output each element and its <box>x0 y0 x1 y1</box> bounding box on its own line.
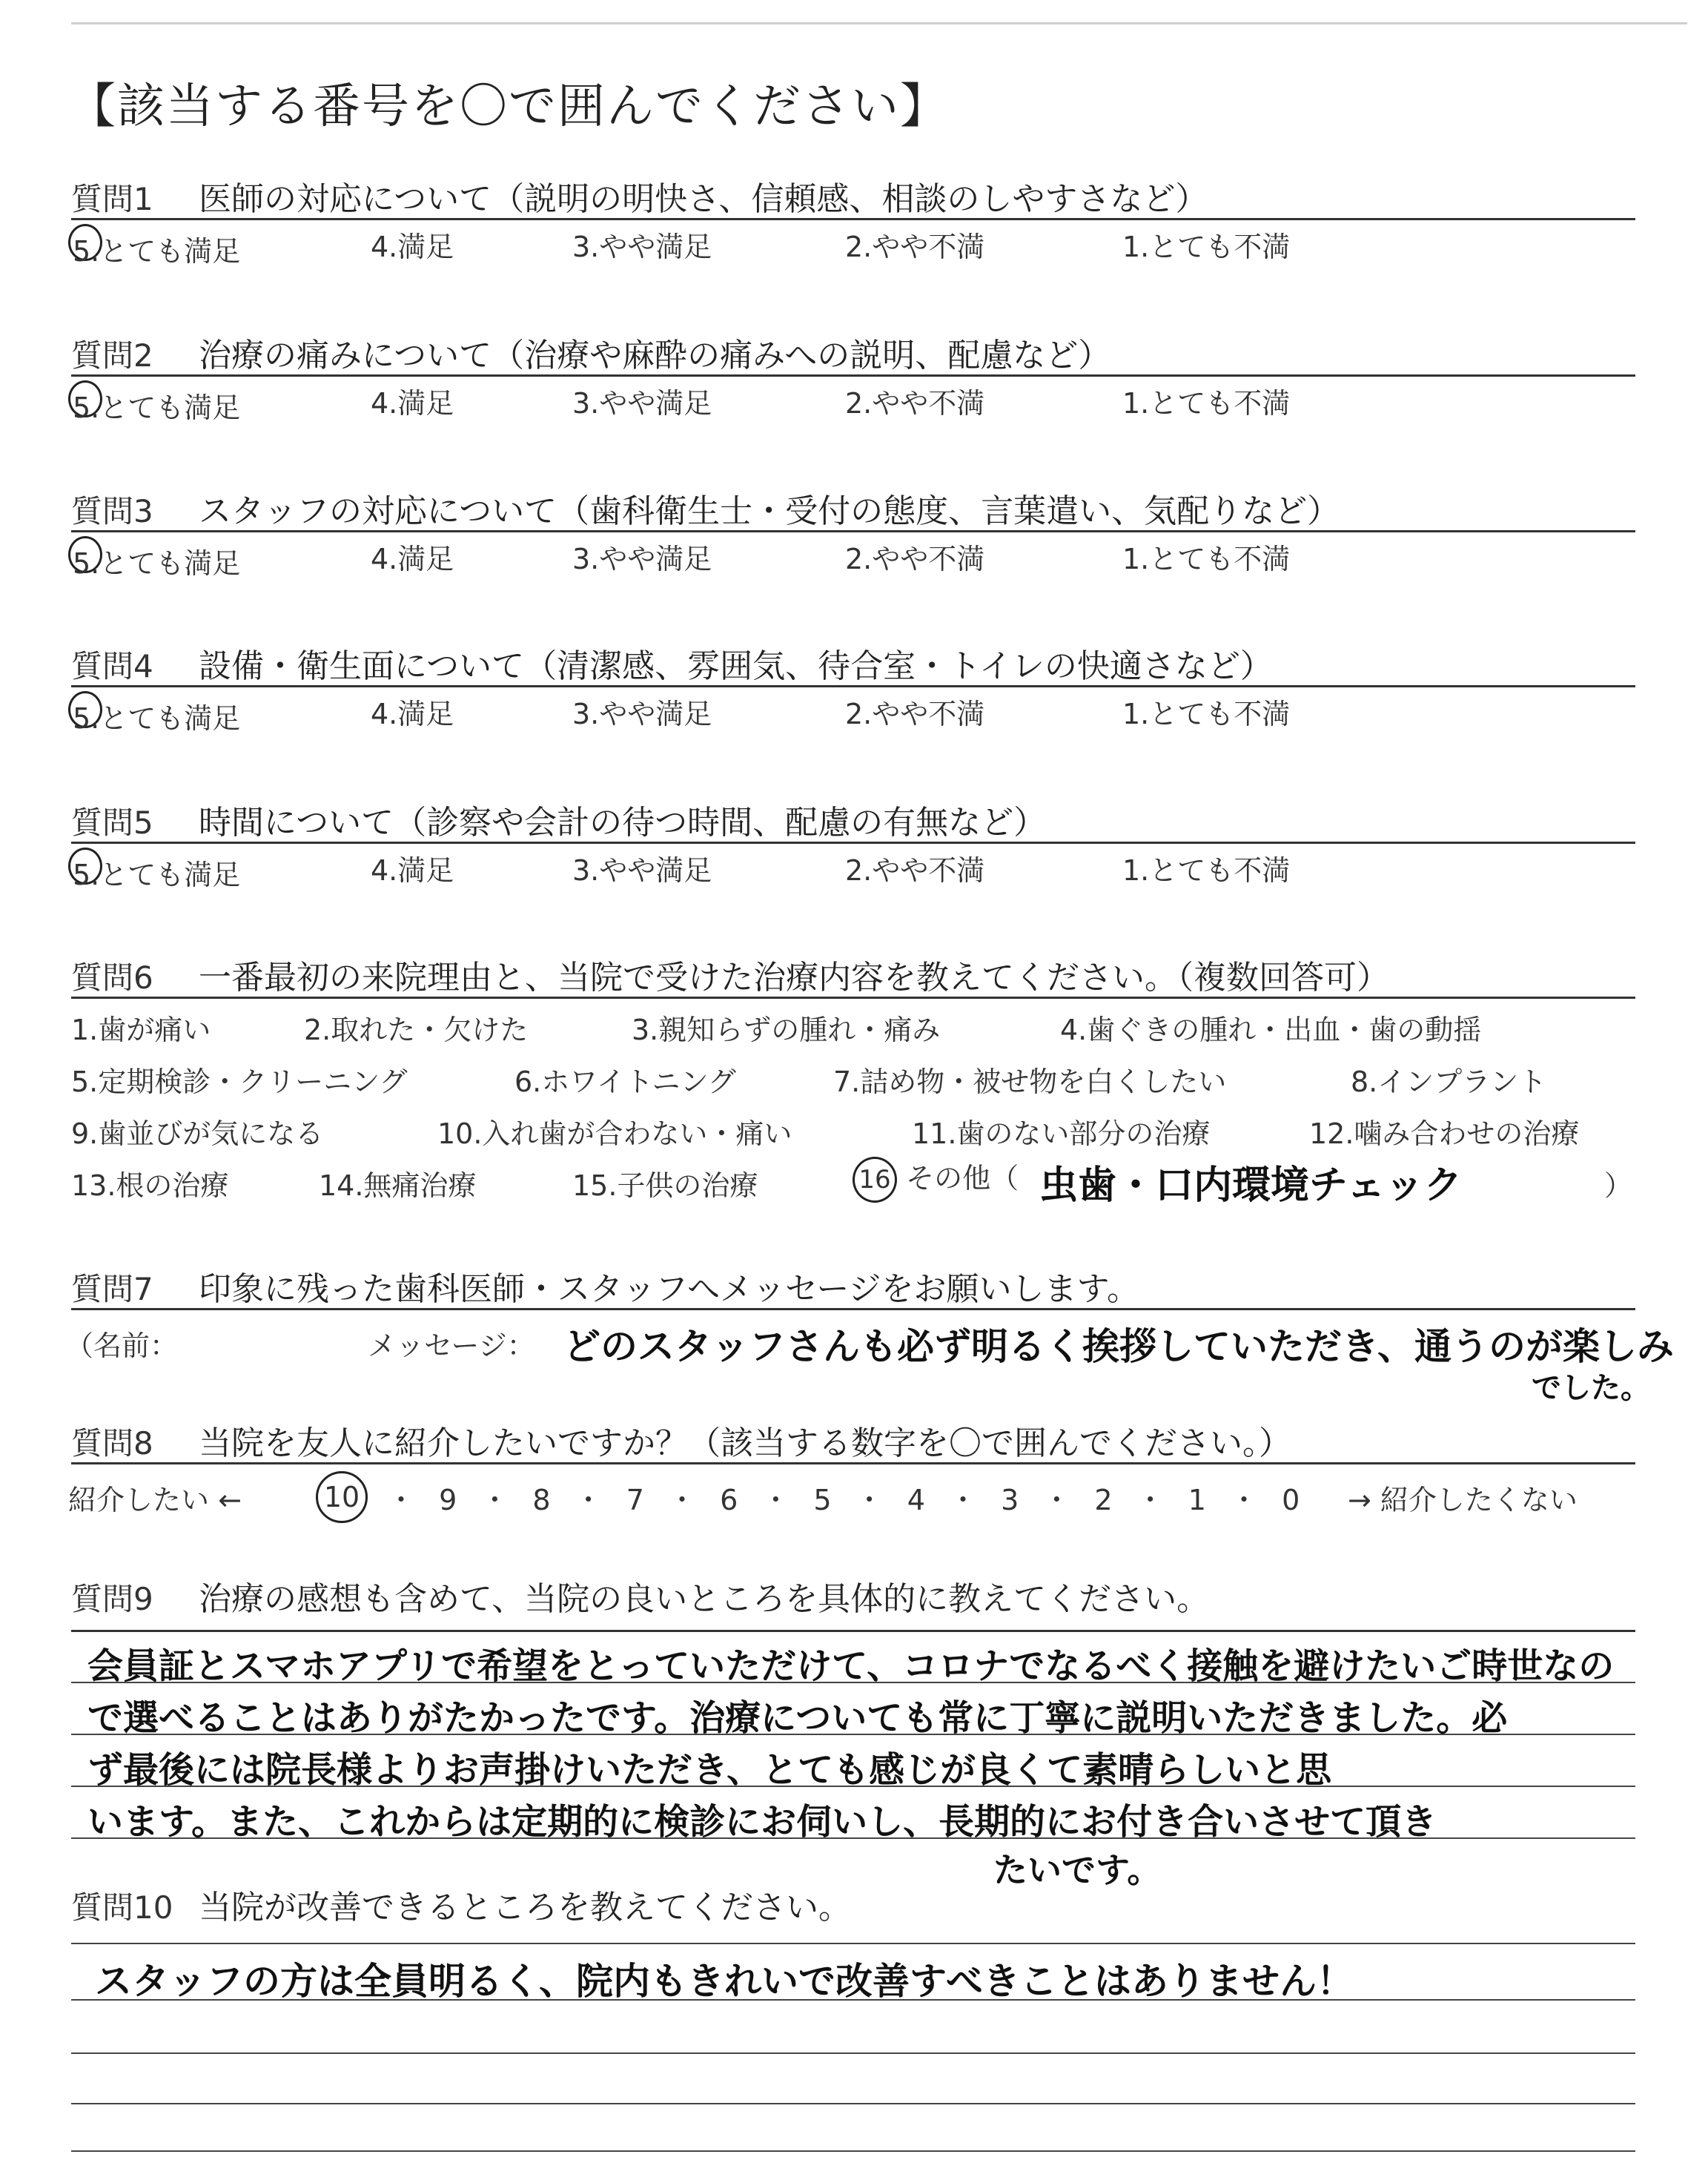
question-number: 質問1 <box>71 181 153 217</box>
question-text: 当院が改善できるところを教えてください。 <box>199 1889 851 1926</box>
question-header <box>71 328 1635 377</box>
question-header <box>71 639 1635 687</box>
answer-line <box>71 2150 1635 2152</box>
option-4[interactable]: 4.満足 <box>371 543 454 575</box>
option-3[interactable]: 3.やや満足 <box>572 698 712 730</box>
other-answer-handwritten: 虫歯・口内環境チェック <box>1039 1163 1463 1208</box>
message-handwritten-line-1: どのスタッフさんも必ず明るく挨拶していただき、通うのが楽しみ <box>563 1325 1674 1368</box>
question-text: 設備・衛生面について（清潔感、雰囲気、待合室・トイレの快適さなど） <box>199 647 1273 685</box>
option-5-selected[interactable]: 5.とても満足 <box>71 691 240 736</box>
option-1[interactable]: 1.とても不満 <box>1122 387 1291 420</box>
option-4[interactable]: 4.満足 <box>371 854 454 887</box>
question-header <box>71 796 1635 844</box>
message-label: メッセージ： <box>368 1330 535 1362</box>
question-text: 治療の感想も含めて、当院の良いところを具体的に教えてください。 <box>199 1580 1210 1618</box>
q9-answer-line-4: います。また、これからは定期的に検診にお伺いし、長期的にお付き合いさせて頂き <box>87 1801 1437 1843</box>
option-1[interactable]: 1.とても不満 <box>1122 543 1291 575</box>
reason-option[interactable]: 4.歯ぐきの腫れ・出血・歯の動揺 <box>1060 1014 1482 1046</box>
recommend-scale-left-label: 紹介したい ← <box>68 1484 242 1516</box>
question-number: 質問9 <box>71 1581 153 1617</box>
message-handwritten-line-2: でした。 <box>1532 1371 1650 1405</box>
selection-circle: 16 <box>853 1157 897 1203</box>
option-3[interactable]: 3.やや満足 <box>572 854 712 887</box>
recommend-scale-values[interactable]: ・ 9 ・ 8 ・ 7 ・ 6 ・ 5 ・ 4 ・ 3 ・ 2 ・ 1 ・ 0 <box>387 1484 1308 1516</box>
question-number: 質問3 <box>71 493 153 529</box>
option-2[interactable]: 2.やや不満 <box>845 854 985 887</box>
option-5-selected[interactable]: 5.とても満足 <box>71 224 240 269</box>
option-5-selected[interactable]: 5.とても満足 <box>71 536 240 581</box>
answer-line <box>71 1630 1635 1632</box>
reason-option[interactable]: 12.噛み合わせの治療 <box>1309 1117 1580 1150</box>
other-label: その他（ <box>906 1162 1019 1195</box>
question-text: 医師の対応について（説明の明快さ、信頼感、相談のしやすさなど） <box>199 180 1208 218</box>
option-2[interactable]: 2.やや不満 <box>845 698 985 730</box>
option-1[interactable]: 1.とても不満 <box>1122 231 1291 263</box>
selection-circle: 10 <box>316 1471 368 1523</box>
option-4[interactable]: 4.満足 <box>371 698 454 730</box>
question-number: 質問7 <box>71 1271 153 1307</box>
other-close-paren: ） <box>1604 1169 1633 1202</box>
question-header <box>71 172 1635 220</box>
option-1[interactable]: 1.とても不満 <box>1122 698 1291 730</box>
reason-option[interactable]: 11.歯のない部分の治療 <box>912 1117 1211 1150</box>
q9-answer-line-5: たいです。 <box>993 1850 1162 1890</box>
option-5-selected[interactable]: 5.とても満足 <box>71 848 240 893</box>
reason-option[interactable]: 10.入れ歯が合わない・痛い <box>437 1117 792 1150</box>
question-header <box>71 1880 1635 1926</box>
page-top-border <box>71 22 1687 24</box>
option-4[interactable]: 4.満足 <box>371 231 454 263</box>
question-header <box>71 1416 1635 1464</box>
option-2[interactable]: 2.やや不満 <box>845 387 985 420</box>
question-number: 質問2 <box>71 337 153 374</box>
option-3[interactable]: 3.やや満足 <box>572 543 712 575</box>
reason-option[interactable]: 13.根の治療 <box>71 1169 229 1202</box>
question-number: 質問10 <box>71 1889 173 1926</box>
recommend-scale-selected[interactable] <box>320 1471 368 1523</box>
q9-answer-line-1: 会員証とスマホアプリで希望をとっていただけて、コロナでなるべく接触を避けたいご時世なの <box>87 1645 1615 1687</box>
reason-option[interactable]: 1.歯が痛い <box>71 1014 211 1046</box>
question-text: 治療の痛みについて（治療や麻酔の痛みへの説明、配慮など） <box>199 337 1111 374</box>
recommend-scale-right-label: → 紹介したくない <box>1348 1484 1578 1516</box>
question-number: 質問8 <box>71 1425 153 1462</box>
question-text: 印象に残った歯科医師・スタッフへメッセージをお願いします。 <box>199 1270 1139 1308</box>
reason-option[interactable]: 5.定期検診・クリーニング <box>71 1066 408 1098</box>
reason-option[interactable]: 6.ホワイトニング <box>514 1066 736 1098</box>
reason-option[interactable]: 8.インプラント <box>1351 1066 1547 1098</box>
q9-answer-line-2: で選べることはありがたかったです。治療についても常に丁寧に説明いただきました。必 <box>87 1697 1508 1739</box>
option-2[interactable]: 2.やや不満 <box>845 231 985 263</box>
reason-option[interactable]: 2.取れた・欠けた <box>304 1014 529 1046</box>
reason-option[interactable]: 7.詰め物・被せ物を白くしたい <box>833 1066 1227 1098</box>
page-title: 【該当する番号を〇で囲んでください】 <box>68 79 949 134</box>
question-number: 質問6 <box>71 960 153 996</box>
reason-option[interactable]: 15.子供の治療 <box>572 1169 758 1202</box>
answer-line <box>71 1943 1635 1944</box>
question-text: 当院を友人に紹介したいですか？（該当する数字を〇で囲んでください。） <box>199 1424 1291 1462</box>
question-header <box>71 484 1635 532</box>
reason-option[interactable]: 9.歯並びが気になる <box>71 1117 324 1150</box>
option-3[interactable]: 3.やや満足 <box>572 387 712 420</box>
question-number: 質問4 <box>71 648 153 684</box>
question-header <box>71 1572 1635 1618</box>
answer-line <box>71 2052 1635 2054</box>
reason-option-other[interactable] <box>853 1155 1019 1203</box>
q10-answer-handwritten: スタッフの方は全員明るく、院内もきれいで改善すべきことはありません！ <box>95 1960 1354 2003</box>
answer-line <box>71 1999 1635 2001</box>
question-header <box>71 1262 1635 1310</box>
option-5-selected[interactable]: 5.とても満足 <box>71 380 240 426</box>
question-header <box>71 951 1635 999</box>
question-text: スタッフの対応について（歯科衛生士・受付の態度、言葉遣い、気配りなど） <box>199 492 1340 530</box>
q9-answer-line-3: ず最後には院長様よりお声掛けいただき、とても感じが良くて素晴らしいと思 <box>87 1749 1332 1791</box>
answer-line <box>71 2103 1635 2104</box>
reason-option[interactable]: 3.親知らずの腫れ・痛み <box>632 1014 941 1046</box>
question-text: 時間について（診察や会計の待つ時間、配慮の有無など） <box>199 804 1047 842</box>
option-2[interactable]: 2.やや不満 <box>845 543 985 575</box>
question-text: 一番最初の来院理由と、当院で受けた治療内容を教えてください。（複数回答可） <box>199 959 1389 997</box>
option-1[interactable]: 1.とても不満 <box>1122 854 1291 887</box>
option-4[interactable]: 4.満足 <box>371 387 454 420</box>
name-label: （名前： <box>65 1330 179 1362</box>
reason-option[interactable]: 14.無痛治療 <box>319 1169 477 1202</box>
question-number: 質問5 <box>71 805 153 841</box>
option-3[interactable]: 3.やや満足 <box>572 231 712 263</box>
